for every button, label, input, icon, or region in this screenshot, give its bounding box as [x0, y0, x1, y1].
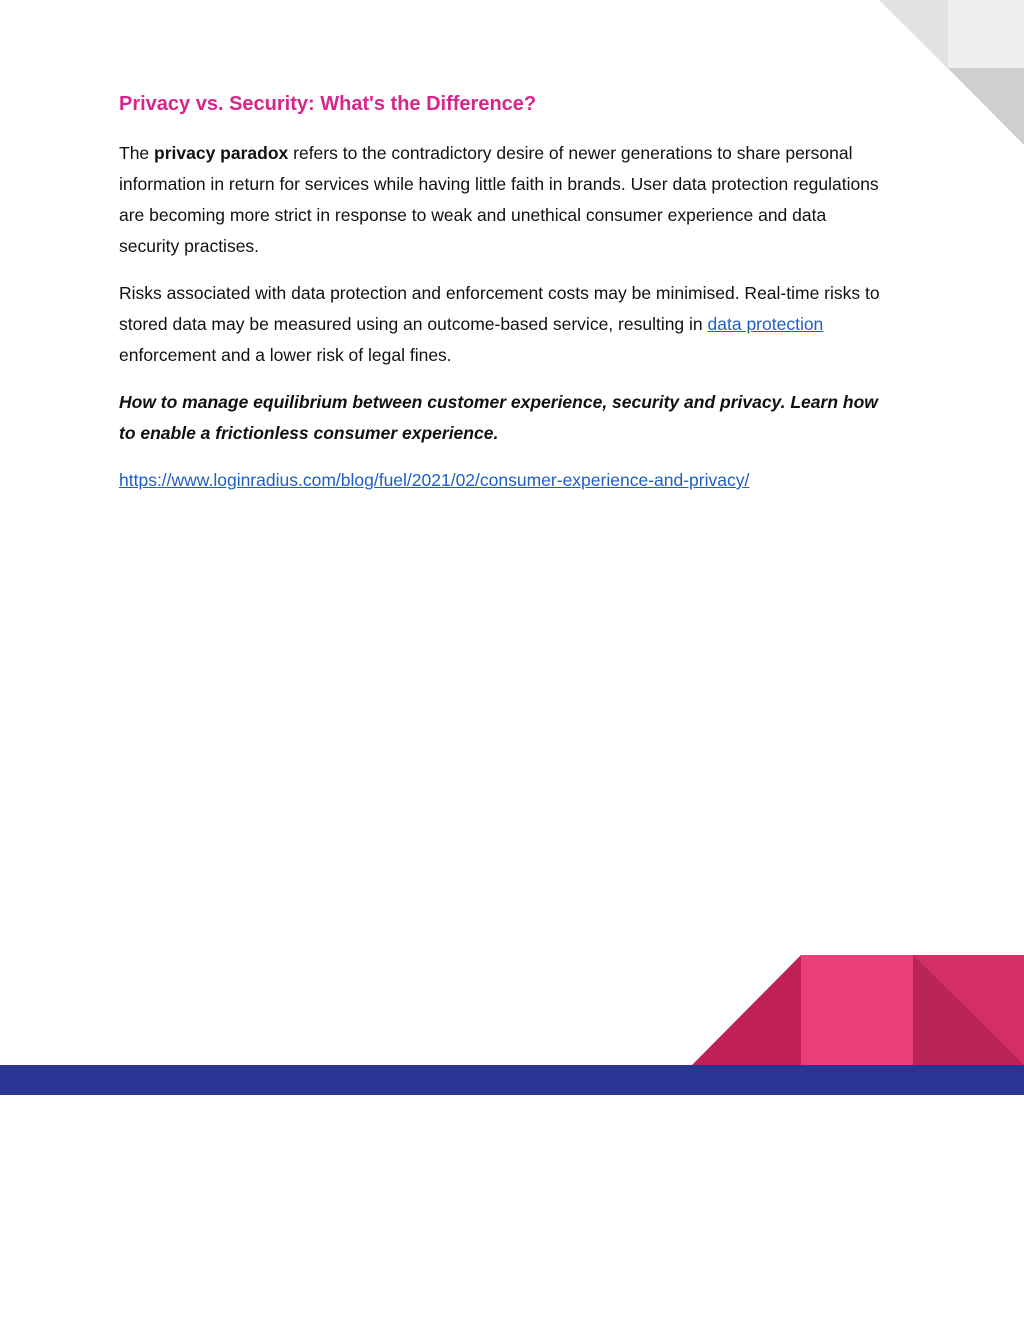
paragraph-privacy-paradox: [119, 138, 889, 262]
footer-triangle-dark: [692, 955, 801, 1065]
footer-band: [0, 1065, 1024, 1095]
article-url-link[interactable]: https://www.loginradius.com/blog/fuel/2021/02/consumer-experience-and-privacy/: [119, 470, 750, 490]
p1-intro: The: [119, 143, 155, 163]
footer-decoration: [0, 955, 1024, 1095]
url-line: [119, 465, 889, 496]
footer-block-pink: [801, 955, 914, 1065]
p2-after-link: enforcement and a lower risk of legal fines.: [119, 345, 452, 365]
data-protection-link[interactable]: data protection: [707, 314, 824, 334]
corner-square: [948, 0, 1024, 68]
article-content: [119, 88, 889, 496]
corner-decoration-top: [874, 0, 1024, 150]
p1-rest: refers to the contradictory desire of newer generations to share personal information in return for services while having little faith in brands. User data protection regulations are becoming more strict in response to weak and unethical consumer experience and data security practises.: [119, 143, 879, 256]
paragraph-risks: [119, 278, 889, 371]
paragraph-emphasis: How to manage equilibrium between customer experience, security and privacy. Learn how to enable a frictionless consumer experience.: [119, 392, 878, 443]
page-title: Privacy vs. Security: What's the Difference?: [119, 93, 537, 115]
p2-before-link: Risks associated with data protection and enforcement costs may be minimised. Real-time risks to stored data may be measured using an outcome-based service, resulting in: [119, 283, 880, 334]
p1-bold-term: privacy paradox: [154, 143, 289, 163]
